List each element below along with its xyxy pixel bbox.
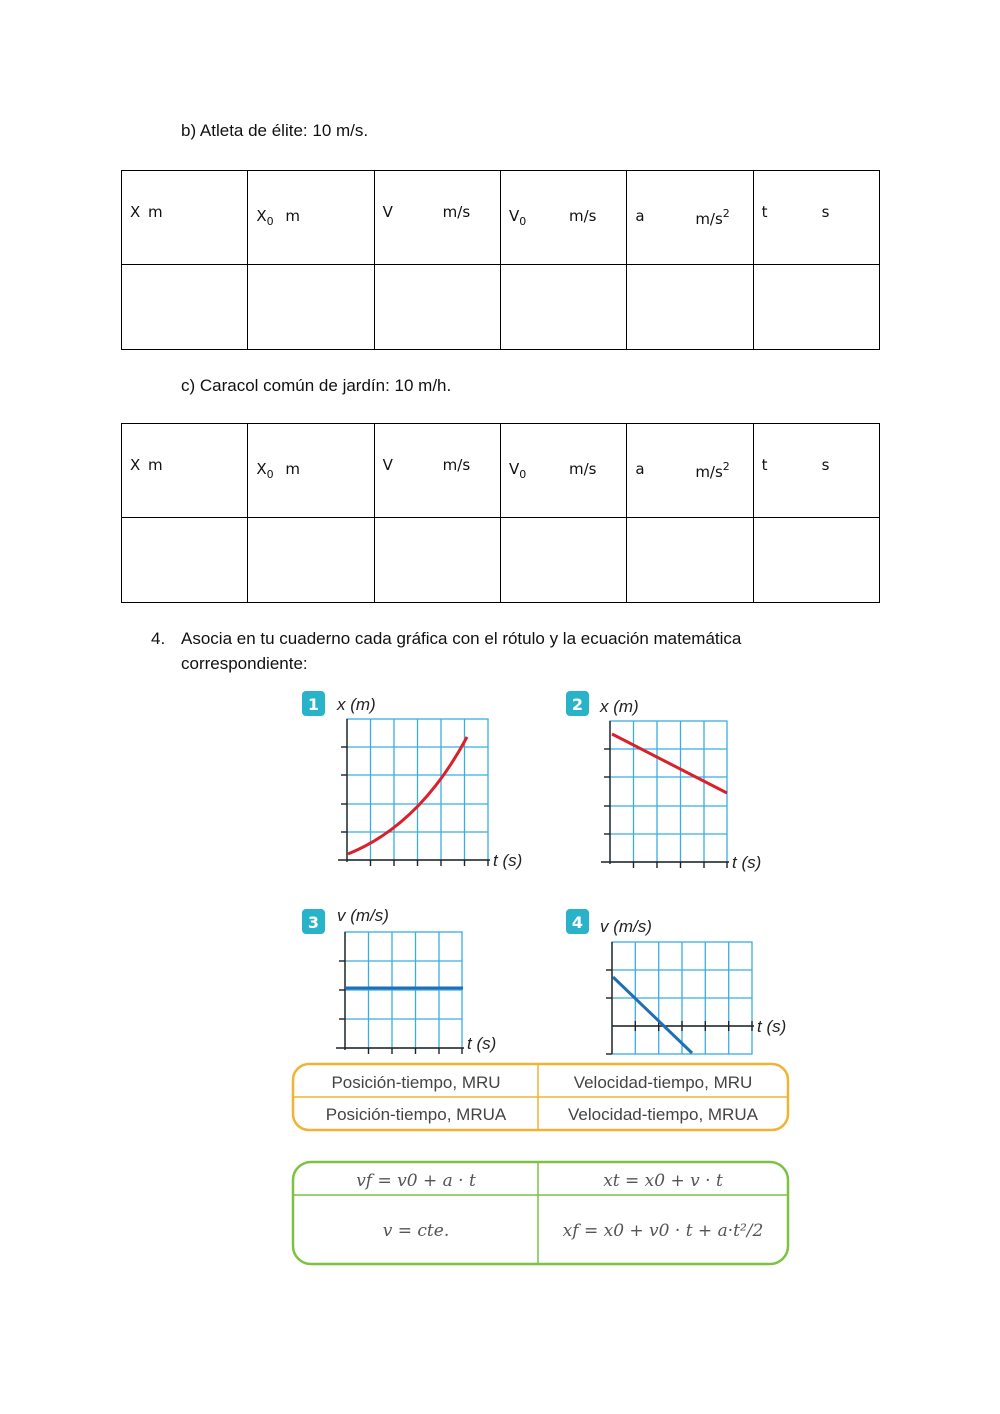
header-symbol: X	[256, 207, 267, 225]
question-text-line2: correspondiente:	[181, 654, 308, 673]
header-superscript: 2	[722, 460, 730, 473]
badge-4	[566, 909, 589, 934]
header-unit: m/s	[695, 463, 723, 481]
label-velocity-time-mrua[interactable]: Velocidad-tiempo, MRUA	[568, 1105, 758, 1124]
graph-4	[566, 909, 786, 1054]
graph-2-line	[612, 734, 727, 793]
header-symbol: X	[130, 456, 141, 474]
label-velocity-time-mru[interactable]: Velocidad-tiempo, MRU	[573, 1073, 753, 1092]
graph-ylabel: x (m)	[337, 695, 376, 714]
header-symbol: V	[382, 203, 393, 221]
question-text-line1: Asocia en tu cuaderno cada gráfica con el rótulo y la ecuación matemática	[181, 629, 742, 648]
header-unit: s	[821, 203, 830, 221]
graph-xlabel: t (s)	[467, 1034, 497, 1053]
header-symbol: a	[635, 207, 645, 225]
graph-xlabel: t (s)	[732, 853, 762, 872]
badge-number: 3	[307, 913, 320, 932]
graph-ylabel: v (m/s)	[337, 906, 389, 925]
header-symbol: X	[130, 203, 141, 221]
labels-box	[293, 1064, 788, 1130]
header-unit: m/s	[568, 207, 597, 225]
section-b-label: b) Atleta de élite: 10 m/s.	[181, 121, 369, 140]
badge-number: 2	[571, 695, 584, 714]
header-superscript: 2	[722, 207, 730, 220]
header-unit: m	[285, 460, 300, 478]
header-unit: m/s	[568, 460, 597, 478]
graph-2	[566, 691, 761, 872]
equation-velocity-mrua[interactable]: vf = v0 + a · t	[356, 1171, 476, 1191]
equation-position-mru[interactable]: xt = x0 + v · t	[603, 1171, 723, 1191]
header-symbol: X	[256, 460, 267, 478]
header-subscript: 0	[266, 215, 274, 228]
graph-1-curve	[348, 737, 467, 854]
graph-4-line	[613, 977, 692, 1053]
header-unit: m/s	[442, 203, 471, 221]
header-subscript: 0	[519, 215, 527, 228]
badge-2	[566, 691, 589, 716]
equation-constant-velocity[interactable]: v = cte.	[382, 1221, 450, 1241]
badge-3	[302, 909, 325, 934]
header-symbol: V	[382, 456, 393, 474]
header-symbol: V	[508, 460, 520, 478]
equation-position-mrua[interactable]: xf = x0 + v0 · t + a·t²/2	[562, 1221, 764, 1241]
header-symbol: V	[508, 207, 520, 225]
badge-number: 1	[307, 695, 320, 714]
graph-ylabel: x (m)	[600, 697, 639, 716]
header-unit: m	[148, 203, 163, 221]
graph-3	[302, 906, 496, 1054]
badge-number: 4	[571, 913, 584, 932]
header-symbol: a	[635, 460, 645, 478]
question-number: 4.	[151, 629, 166, 648]
graph-axes	[601, 721, 729, 868]
equations-box	[293, 1162, 788, 1264]
header-unit: m	[285, 207, 300, 225]
header-unit: m/s	[442, 456, 471, 474]
section-c-label: c) Caracol común de jardín: 10 m/h.	[181, 376, 452, 395]
graph-grid	[345, 932, 462, 1048]
graph-axes	[336, 932, 464, 1054]
badge-1	[302, 691, 325, 716]
header-symbol: t	[761, 456, 768, 474]
header-unit: m	[148, 456, 163, 474]
label-position-time-mru[interactable]: Posición-tiempo, MRU	[331, 1073, 501, 1092]
header-symbol: t	[761, 203, 768, 221]
label-position-time-mrua[interactable]: Posición-tiempo, MRUA	[325, 1105, 507, 1124]
graph-xlabel: t (s)	[493, 851, 523, 870]
header-unit: s	[821, 456, 830, 474]
header-subscript: 0	[266, 468, 274, 481]
graph-1	[302, 691, 522, 870]
header-subscript: 0	[519, 468, 527, 481]
header-unit: m/s	[695, 210, 723, 228]
graph-axes	[338, 719, 490, 866]
graph-xlabel: t (s)	[757, 1017, 787, 1036]
graph-ylabel: v (m/s)	[600, 917, 652, 936]
